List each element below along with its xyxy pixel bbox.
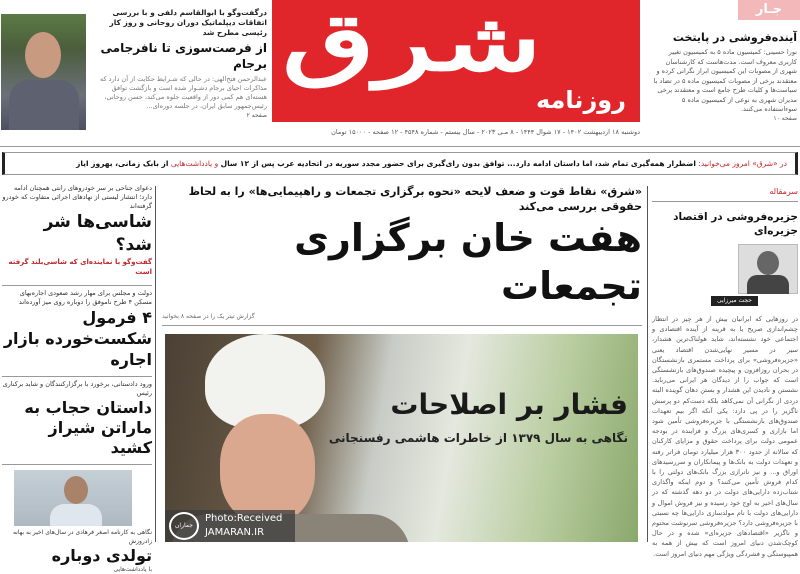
photo-subheadline: نگاهی به سال ۱۳۷۹ از خاطرات هاشمی رفسنجانی [328, 431, 628, 445]
top-left-kicker: درگفت‌وگو با ابوالقاسم دلفی و با بررسی اتفاقات دیپلماتیک دوران روحانی و روز کار رئیسی مطرح شد [109, 8, 267, 37]
main-headline[interactable]: هفت خان برگزاری تجمعات [294, 216, 642, 308]
left-story-1-kicker: دعوای جناحی بر سر خودروهای رانتی همچنان ادامه دارد؛ انتشار لیستی از نهادهای اجرائی متفاوت که خودرو گرفته‌اند [2, 184, 152, 210]
teaser-label2: و یادداشت‌هایی [170, 159, 219, 168]
logo-sub: روزنامه [536, 86, 626, 114]
left-story-1-sub: گفت‌وگو با نماینده‌ای که شاسی‌بلند گرفته است [8, 258, 152, 276]
main-divider [162, 325, 642, 326]
main-note: گزارش تیتر یک را در صفحه ۸ بخوانید [162, 313, 255, 320]
rafsanjani-photo [165, 334, 638, 542]
farhadi-photo [14, 470, 132, 526]
dateline: دوشنبه ۱۸ اردیبهشت ۱۴۰۲ - ۱۷ شوال ۱۴۴۴ - ۸ مـی ۲۰۲۳ - سال بیستم - شماره ۴۵۴۸ - ۱۲ صفحه - ۱۵۰۰۰ تومان [331, 128, 640, 136]
left-story-2-kicker: دولت و مجلس برای مهار رشد صعودی اجاره‌بهای مسکن ۴ طرح ناموفق را دوباره روی میز آورده‌اند [18, 289, 152, 306]
watermark-line1: Photo:Received [205, 513, 283, 524]
teaser-strip [2, 152, 798, 175]
author-name: حجت میرزایی [711, 296, 758, 306]
left-story-1[interactable] [2, 184, 152, 277]
left-story-2-headline[interactable]: ۴ فرمول شکست‌خورده بازار اجاره [3, 308, 152, 369]
photo-headline[interactable]: فشار بر اصلاحات [390, 388, 628, 421]
left-story-3-headline[interactable]: داستان حجاب به ماراتن شیراز کشید [24, 398, 152, 457]
left-story-3-kicker: ورود دادستانی، برخورد با برگزارکنندگان و شاید برکناری رئیس [2, 380, 152, 397]
teaser-label: در «شرق» امروز می‌خوانید: [698, 159, 787, 168]
top-left-headline[interactable]: از فرصت‌سوزی تا نافرجامی برجام [100, 41, 267, 71]
section-tag-jaar [738, 0, 800, 20]
top-right-page: صفحه ۱۰ [773, 114, 797, 122]
left-story-1-headline[interactable]: شاسی‌ها شر شد؟ [43, 212, 152, 255]
logo-main: شرق [282, 0, 542, 89]
masthead-divider [0, 146, 800, 147]
left-story-4-sub: با یادداشت‌هایی [113, 566, 152, 573]
right-column-rule [647, 186, 648, 542]
top-right-body: نورا حسینی: کمیسیون ماده ۵ به کمیسیون تغییر کاربری معروف است. مدت‌هاست که کارشناسان شهری از مصوبات این کمیسیون ابراز نگرانی کرده و معتقدند برخی از مصوبات کمیسیون ماده ۵ در تضاد با سیاست‌ها و کلیات طرح جامع است و معتقدند برخی مدیران شهری به نوعی از کمیسیون ماده ۵ سوءاستفاده می‌کنند. [653, 48, 797, 113]
jamaran-watermark [165, 510, 295, 542]
top-left-body: عبدالرحمن فتح‌الهی: در حالی که شـرایط حکایت از آن دارد که مذاکرات احیای برجام دشـوار شده است و بازگشت توافق هسته‌ای هم کمی دور از واقعیت جلوه می‌کند، حسن روحانی، رئیس‌جمهور سابق ایران، در جلسه دوره‌ای... [99, 75, 267, 110]
left-story-4-kicker: نگاهی به کارنامه اصغر فرهادی در سال‌های اخیر به بهانه زادروزش [12, 529, 152, 545]
main-kicker: «شرق» نقاط قوت و ضعف لایحه «نحوه برگزاری تجمعات و راهپیمایی‌ها» را به لحاظ حقوقی بررسی می‌کند [188, 185, 642, 213]
author-photo [738, 244, 798, 294]
jaar-label: جـار [755, 2, 783, 17]
top-left-page: صفحه ۲ [246, 112, 267, 119]
editorial-body: در روزهایی که ایرانیان بیش از هر چیز در انتظار چشم‌اندازی صریح یا به قرینه از آینده اقتصادی و اجتماعی خود نشسته‌اند، شاید هولناک‌ترین هشدار، سیر در مسیر نهایی‌شدن اقتصاد یعنی «جزیره‌فروشی» برای پرداخت مستمری بازنشستگان در بحران روزافزون و پیچیده صندوق‌های بازنشستگی است که جواب را از دیدگان هر ایرانی می‌رباید. نشستن و نادیدن این هشدار و بستن دهان گوینده البته دردی از نگرانی آن نمی‌کاهد بلکه دست‌کم دو پرسش ناگزیر را در پی دارد: یکی آنکه اگر بیم تعهدات صندوق‌های بازنشستگی با جزیره‌فروشی تأمین شود اما بازاری و کسری‌های بزرگ و فزاینده در بودجه عمومی دولت برای پرداخت حقوق و مزایای کارکنان که سالانه از حدود ۳۰۰ هزار میلیارد تومان فراتر رفته و تعهدات دولت به بانک‌ها و پیمانکاران و سررسیدهای اوراق و... و نیز ناترازی بزرگ بانک‌های دولتی را با کدام فروش تأمین می‌کنند؟ و دوم اینکه واگذاری شتاب‌زده دارایی‌های دولت در دو دهه گذشته که در سال‌های اخیر به اوج خود رسیده و نیز فروش اموال و دارایی‌های دولت با نام مولدسازی دارایی‌ها چه نسبتی با جزیره‌فروشی دارد؟ جزیره‌فروشی سرنوشت محتوم و ناگزیر «اقتصادهای جزیره‌ای» شده و در حال کوچک‌شدن دنیای امروز است که بیش از همه به همپیوستگی و فشردگی ویژگی مهم دنیای امروز است. [652, 315, 798, 558]
jamaran-logo: جماران [169, 512, 199, 540]
editorial-headline[interactable]: جزیره‌فروشی در اقتصاد جزیره‌ای [673, 211, 798, 237]
top-right-headline[interactable]: آینده‌فروشی در پایتخت [672, 31, 797, 44]
main-story [162, 184, 642, 542]
watermark-line2: JAMARAN.IR [205, 527, 265, 538]
left-story-4-headline[interactable]: تولدی دوباره [51, 546, 152, 565]
masthead-logo [272, 0, 640, 122]
left-column-rule [155, 186, 156, 542]
editorial-tag: سرمقاله [652, 186, 798, 202]
delfi-photo [1, 14, 86, 130]
teaser-text: اضطرار همه‌گیری تمام شد، اما داستان ادامه دارد... توافق بدون رای‌گیری برای حضور مجدد سوریه در اتحادیه عرب پس از ۱۲ سال [220, 159, 696, 168]
teaser-text2: از بابک زمانی، بهروز ایاز [76, 159, 169, 168]
